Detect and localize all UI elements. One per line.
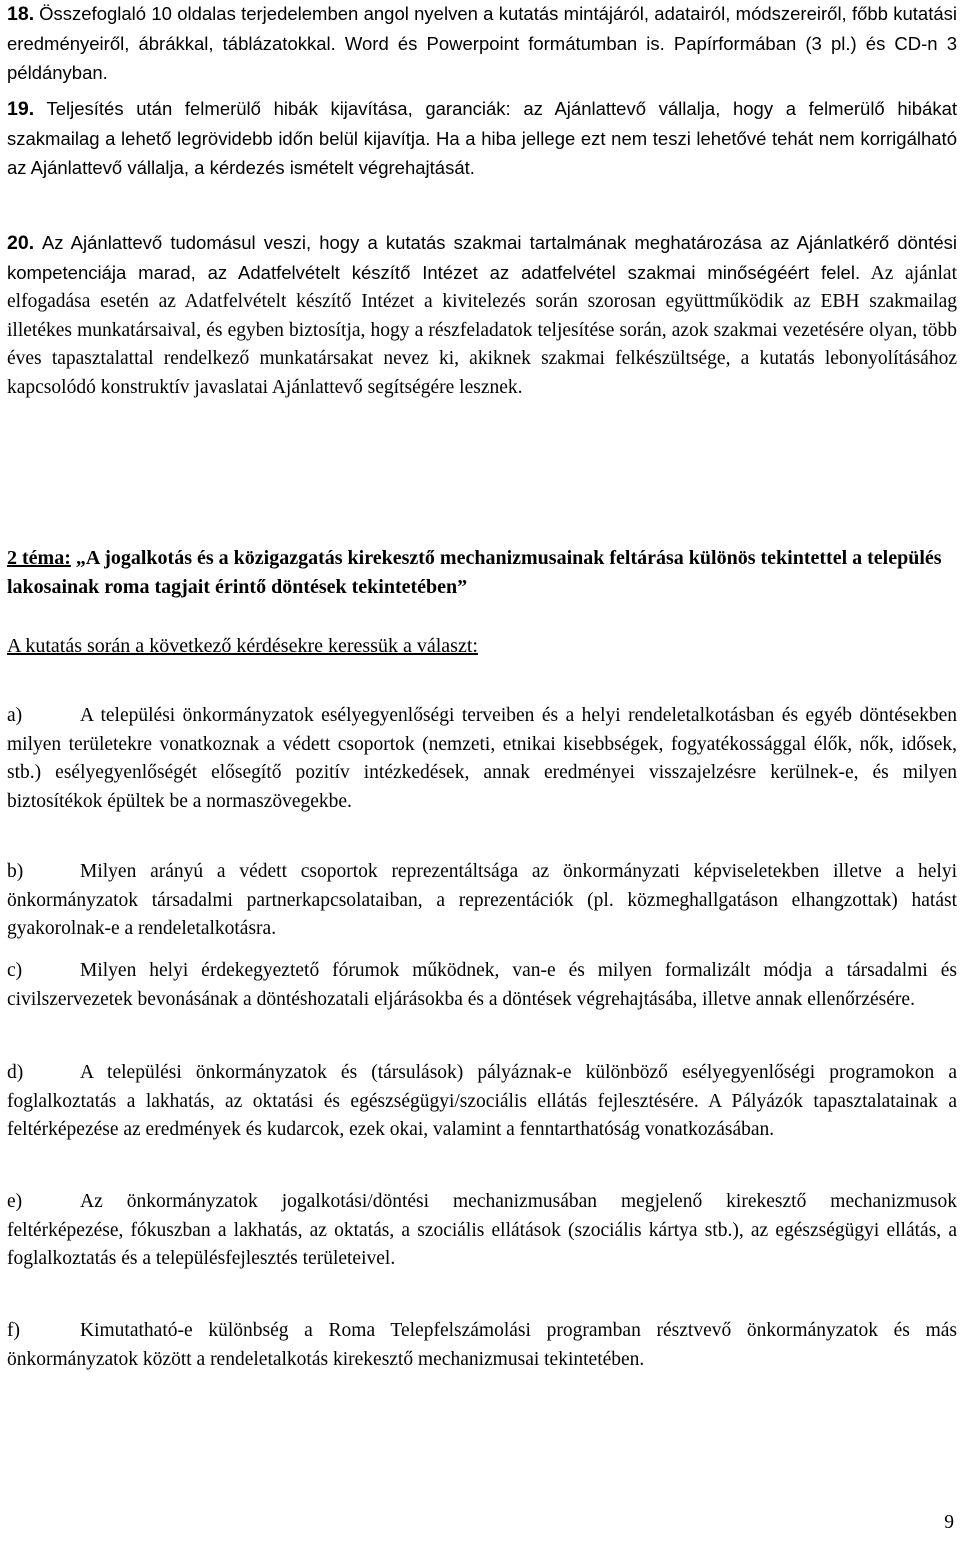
item-text-part2: Az ajánlat elfogadása esetén az Adatfelvételt készítő Intézet a kivitelezés során szorosan együttműködik az EBH szakmailag illetékes munkatársaival, és egyben biztosítja, hogy a részfeladatok teljesítése során, azok szakmai vezetésére olyan, több éves tapasztalattal rendelkező munkatársakat nevez ki, akiknek szakmai felkészültsége, a kutatás lebonyolításához kapcsolódó konstruktív javaslatai Ajánlattevő segítségére lesznek. [7, 262, 957, 398]
item-number: 19. [7, 98, 35, 120]
numbered-item-18 [7, 0, 957, 89]
item-text-part1: Az Ajánlattevő tudomásul veszi, hogy a kutatás szakmai tartalmának meghatározása az Ajánlatkérő döntési kompetenciája marad, az Adatfelvételt készítő Intézet az adatfelvétel szakmai minőségéért felel. [7, 232, 957, 283]
question-d [7, 1059, 957, 1145]
question-text: Az önkormányzatok jogalkotási/döntési mechanizmusában megjelenő kirekesztő mechanizmusok feltérképezése, fókuszban a lakhatás, az oktatás, a szociális ellátások (szociális kártya stb.), az egészségügyi ellátás, a foglalkoztatás és a településfejlesztés területeivel. [7, 1191, 957, 1270]
question-text: A települési önkormányzatok esélyegyenlőségi terveiben és a helyi rendeletalkotásban és egyéb döntésekben milyen területekre vonatkoznak a védett csoportok (nemzeti, etnikai kisebbségek, fogyatékossággal élők, nők, idősek, stb.) esélyegyenlőségét elősegítő pozitív intézkedések, annak eredményei visszajelzésre kerülnek-e, és milyen biztosítékok épültek be a normaszövegekbe. [7, 705, 957, 813]
item-number: 18. [7, 3, 35, 25]
question-a [7, 702, 957, 817]
question-letter: c) [7, 960, 23, 981]
question-letter: e) [7, 1191, 23, 1212]
item-text: Összefoglaló 10 oldalas terjedelemben angol nyelven a kutatás mintájáról, adatairól, módszereiről, főbb kutatási eredményeiről, ábrákkal, táblázatokkal. Word és Powerpoint formátumban is. Papírformában (3 pl.) és CD-n 3 példányban. [7, 3, 957, 83]
question-text: Milyen arányú a védett csoportok reprezentáltsága az önkormányzati képviseletekben illetve a helyi önkormányzatok társadalmi partnerkapcsolataiban, a reprezentációk (pl. közmeghallgatáson elhangzottak) hatást gyakorolnak-e a rendeletalkotásra. [7, 861, 957, 940]
research-questions-subtitle: A kutatás során a következő kérdésekre keressük a választ: [7, 635, 478, 657]
question-text: Milyen helyi érdekegyeztető fórumok működnek, van-e és milyen formalizált módja a társadalmi és civilszervezetek bevonásának a döntéshozatali eljárásokba és a döntések végrehajtásába, illetve annak ellenőrzésére. [7, 960, 957, 1010]
numbered-item-20 [7, 229, 957, 402]
question-e [7, 1188, 957, 1274]
question-b [7, 858, 957, 944]
question-text: A települési önkormányzatok és (társulások) pályáznak-e különböző esélyegyenlőségi programokon a foglalkoztatás a lakhatás, az oktatási és egészségügyi/szociális ellátás fejlesztésére. A Pályázók tapasztalatainak a feltérképezése az eredmények és kudarcok, ezek okai, valamint a fenntarthatóság vonatkozásában. [7, 1062, 957, 1141]
page-number: 9 [944, 1512, 954, 1533]
topic-title: „A jogalkotás és a közigazgatás kirekesztő mechanizmusainak feltárása különös tekintettel a település lakosainak roma tagjait érintő döntések tekintetében” [7, 547, 942, 598]
question-letter: b) [7, 861, 24, 882]
item-number: 20. [7, 232, 35, 254]
item-text: Teljesítés után felmerülő hibák kijavítása, garanciák: az Ajánlattevő vállalja, hogy a felmerülő hibákat szakmailag a lehető legrövidebb időn belül kijavítja. Ha a hiba jellege ezt nem teszi lehetővé tehát nem korrigálható az Ajánlattevő vállalja, a kérdezés ismételt végrehajtását. [7, 98, 958, 178]
topic-prefix: 2 téma: [7, 547, 71, 569]
question-letter: a) [7, 705, 23, 726]
question-letter: d) [7, 1062, 24, 1083]
question-f [7, 1317, 957, 1374]
question-letter: f) [7, 1320, 20, 1341]
question-c [7, 957, 957, 1014]
numbered-item-19 [7, 95, 957, 184]
document-page [7, 0, 957, 1557]
topic-heading [7, 544, 957, 602]
question-text: Kimutatható-e különbség a Roma Telepfelszámolási programban résztvevő önkormányzatok és más önkormányzatok között a rendeletalkotás kirekesztő mechanizmusai tekintetében. [7, 1320, 957, 1370]
